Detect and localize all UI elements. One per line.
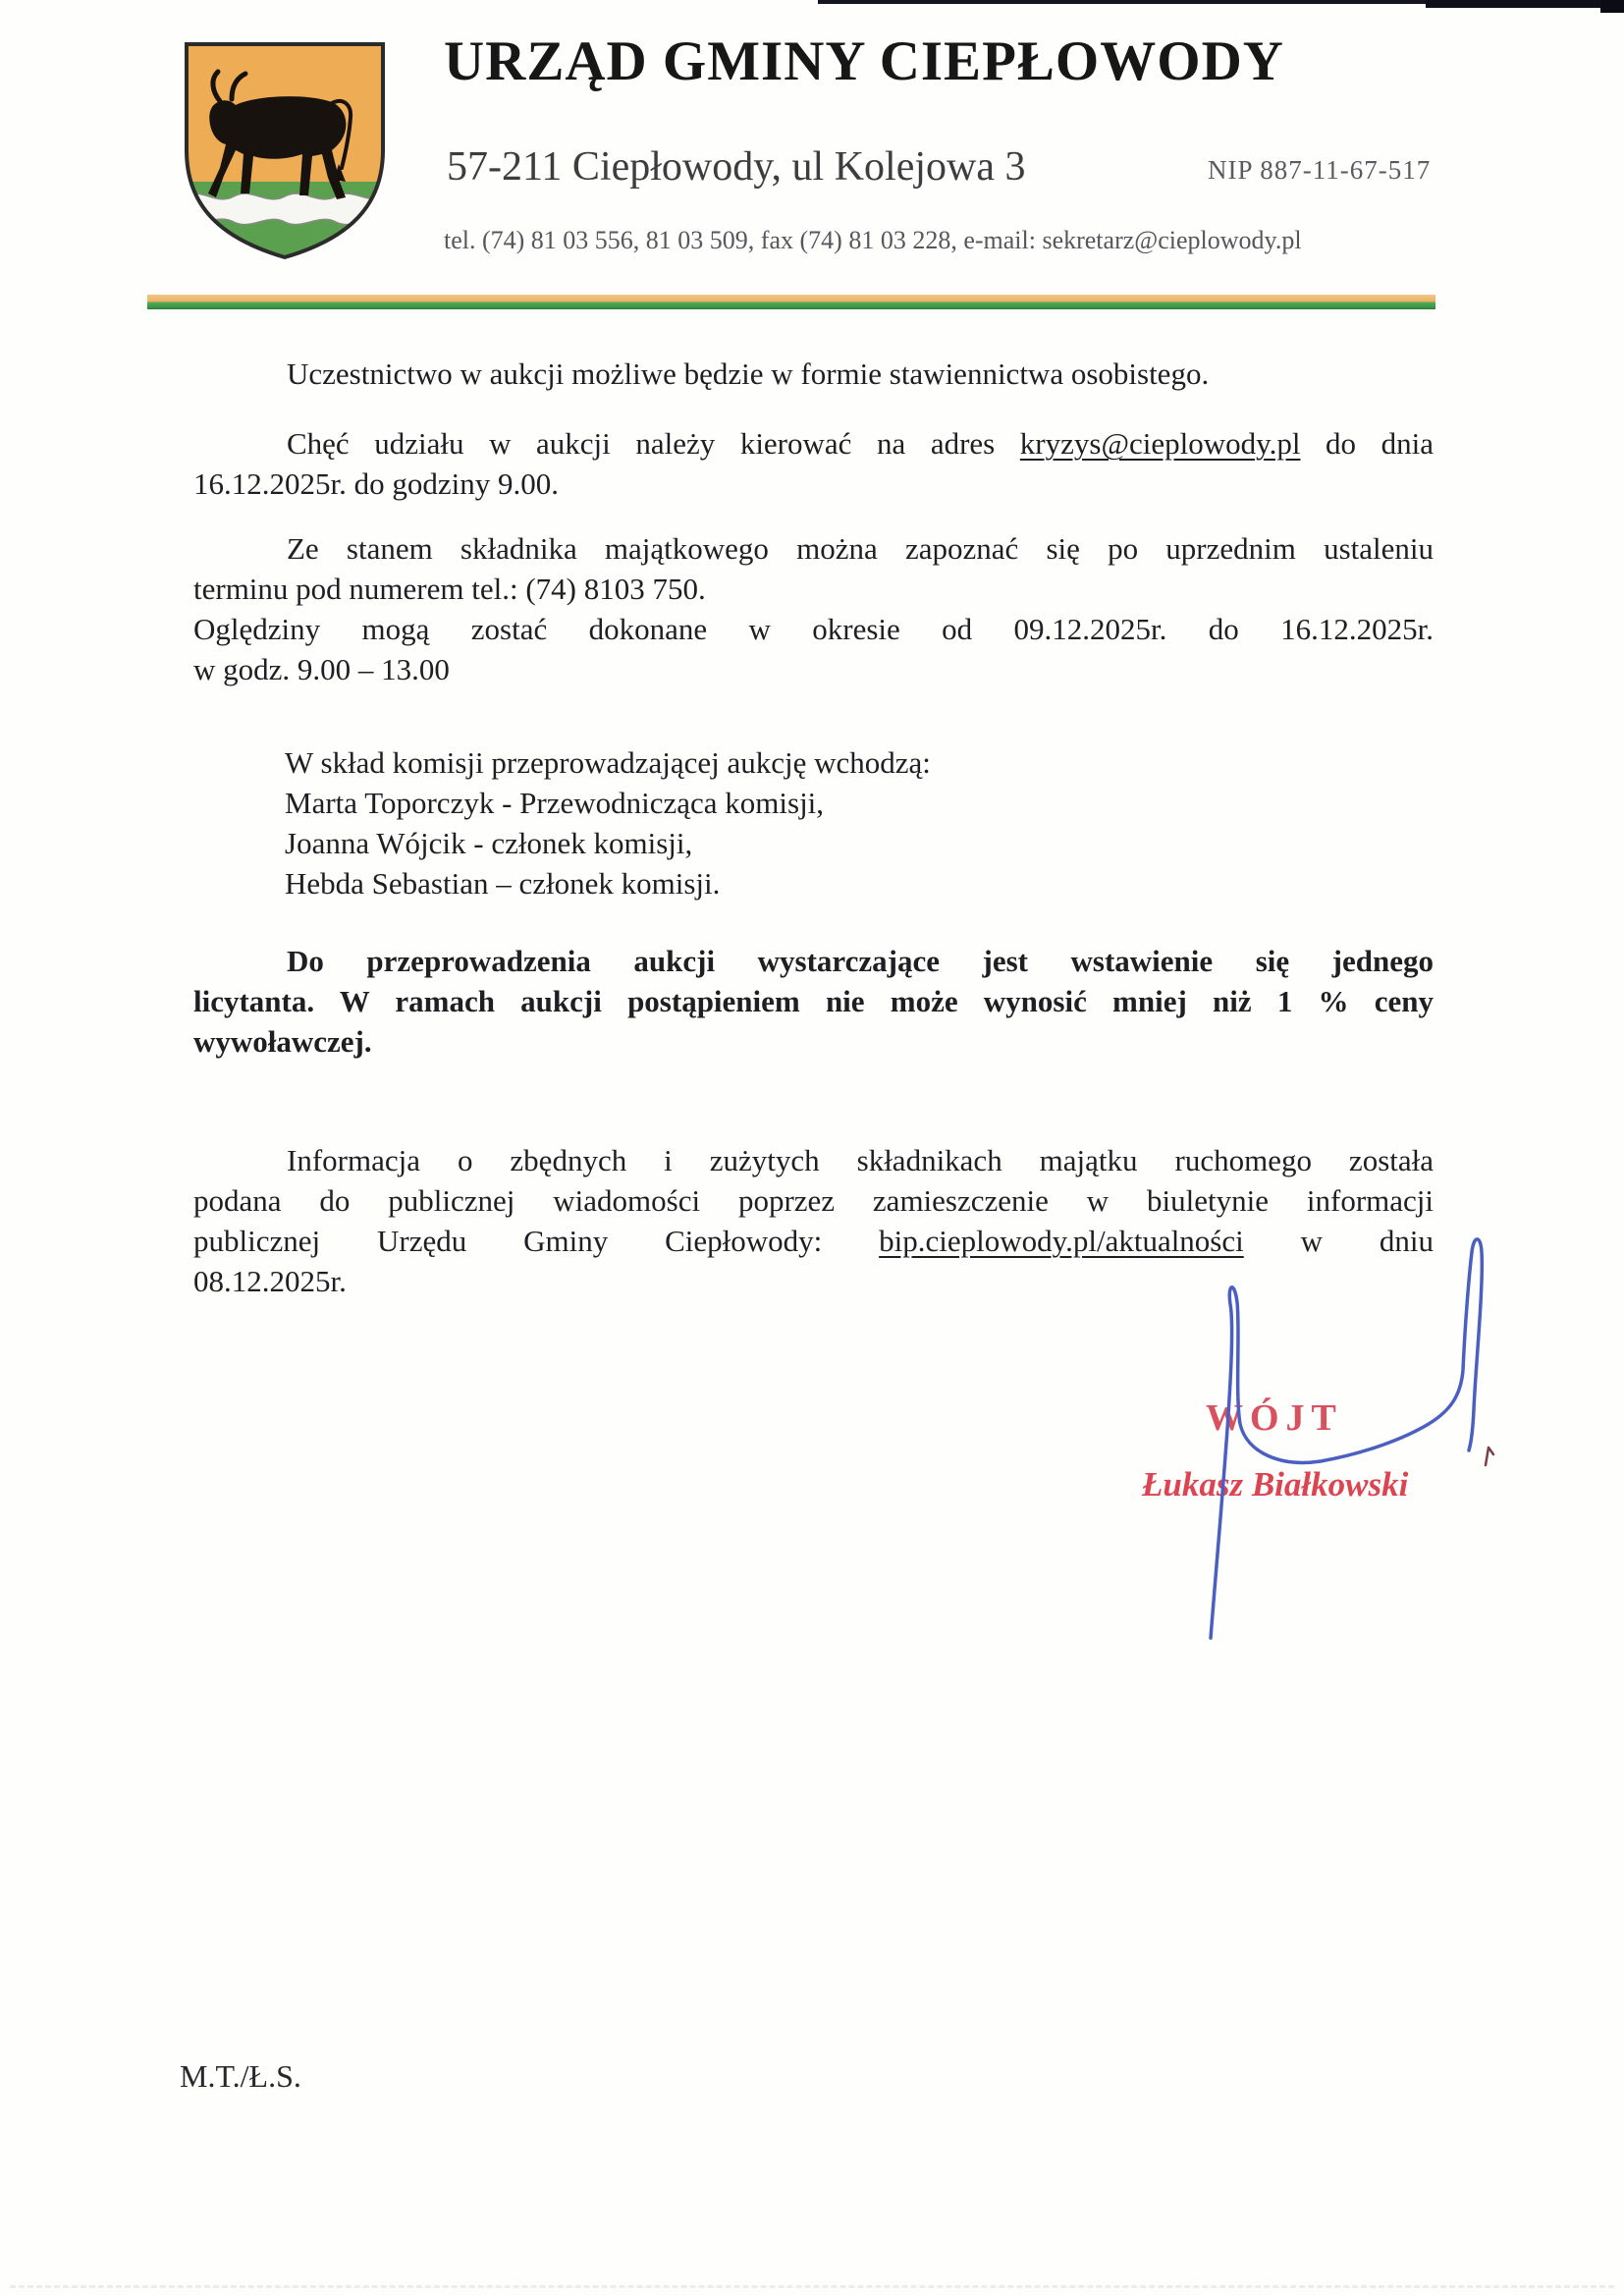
bip-website-link[interactable]: bip.cieplowody.pl/aktualności: [879, 1224, 1244, 1258]
text-line: [193, 423, 1434, 464]
text-segment: w dniu: [1243, 1224, 1434, 1258]
paragraph-application: [193, 423, 1434, 504]
text-line: Oględziny mogą zostać dokonane w okresie od 09.12.2025r. do 16.12.2025r.: [193, 612, 1434, 646]
text-segment: do dnia: [1300, 426, 1434, 461]
clerk-initials: M.T./Ł.S.: [180, 2058, 301, 2094]
org-nip: NIP 887-11-67-517: [1208, 155, 1432, 185]
text-line: Do przeprowadzenia aukcji wystarczające jest wstawienie się jednego: [287, 944, 1434, 978]
text-line: 16.12.2025r. do godziny 9.00.: [193, 466, 559, 501]
email-link[interactable]: kryzys@cieplowody.pl: [1019, 426, 1301, 461]
text-line: W skład komisji przeprowadzającej aukcję wchodzą:: [285, 745, 931, 780]
text-line: Informacja o zbędnych i zużytych składnikach majątku ruchomego została: [287, 1143, 1434, 1177]
committee-member: Marta Toporczyk - Przewodnicząca komisji,: [285, 786, 825, 820]
paragraph-committee: [285, 742, 1434, 903]
scan-artifact-top-line-right: [1426, 0, 1624, 8]
signer-title-stamp: WÓJT: [1206, 1397, 1343, 1439]
org-contact-line: tel. (74) 81 03 556, 81 03 509, fax (74) 81 03 228, e-mail: sekretarz@cieplowody.pl: [444, 226, 1302, 254]
text-line: Uczestnictwo w aukcji możliwe będzie w formie stawiennictwa osobistego.: [287, 356, 1210, 391]
text-line: Ze stanem składnika majątkowego można zapoznać się po uprzednim ustaleniu: [287, 531, 1434, 566]
text-line: podana do publicznej wiadomości poprzez zamieszczenie w biuletynie informacji: [193, 1183, 1434, 1218]
committee-member: Joanna Wójcik - członek komisji,: [285, 826, 693, 860]
signer-name-stamp: Łukasz Białkowski: [1142, 1465, 1409, 1503]
text-line: licytanta. W ramach aukcji postąpieniem nie może wynosić mniej niż 1 % ceny: [193, 984, 1434, 1018]
text-segment: publicznej Urzędu Gminy Ciepłowody:: [193, 1224, 880, 1258]
committee-member: Hebda Sebastian – członek komisji.: [285, 866, 721, 901]
paragraph-inspection: [193, 528, 1434, 689]
text-line: w godz. 9.00 – 13.00: [193, 652, 450, 686]
text-line: 08.12.2025r.: [193, 1264, 347, 1298]
letter-body: [193, 354, 1434, 1301]
text-line: [193, 1221, 1434, 1261]
scan-artifact-bottom-line: [10, 2285, 1614, 2288]
org-name: URZĄD GMINY CIEPŁOWODY: [444, 30, 1284, 92]
paragraph-publication: [193, 1140, 1434, 1301]
header-separator-bar: [147, 295, 1435, 309]
text-line: wywoławczej.: [193, 1024, 372, 1059]
municipality-crest-icon: [177, 34, 393, 265]
org-address: 57-211 Ciepłowody, ul Kolejowa 3: [447, 144, 1026, 190]
text-line: terminu pod numerem tel.: (74) 8103 750.: [193, 572, 706, 606]
paragraph-auction-rules: [193, 941, 1434, 1062]
scan-artifact-corner: [1600, 0, 1624, 13]
text-segment: Chęć udziału w aukcji należy kierować na adres: [287, 426, 1020, 461]
paragraph-participation: [193, 354, 1434, 394]
